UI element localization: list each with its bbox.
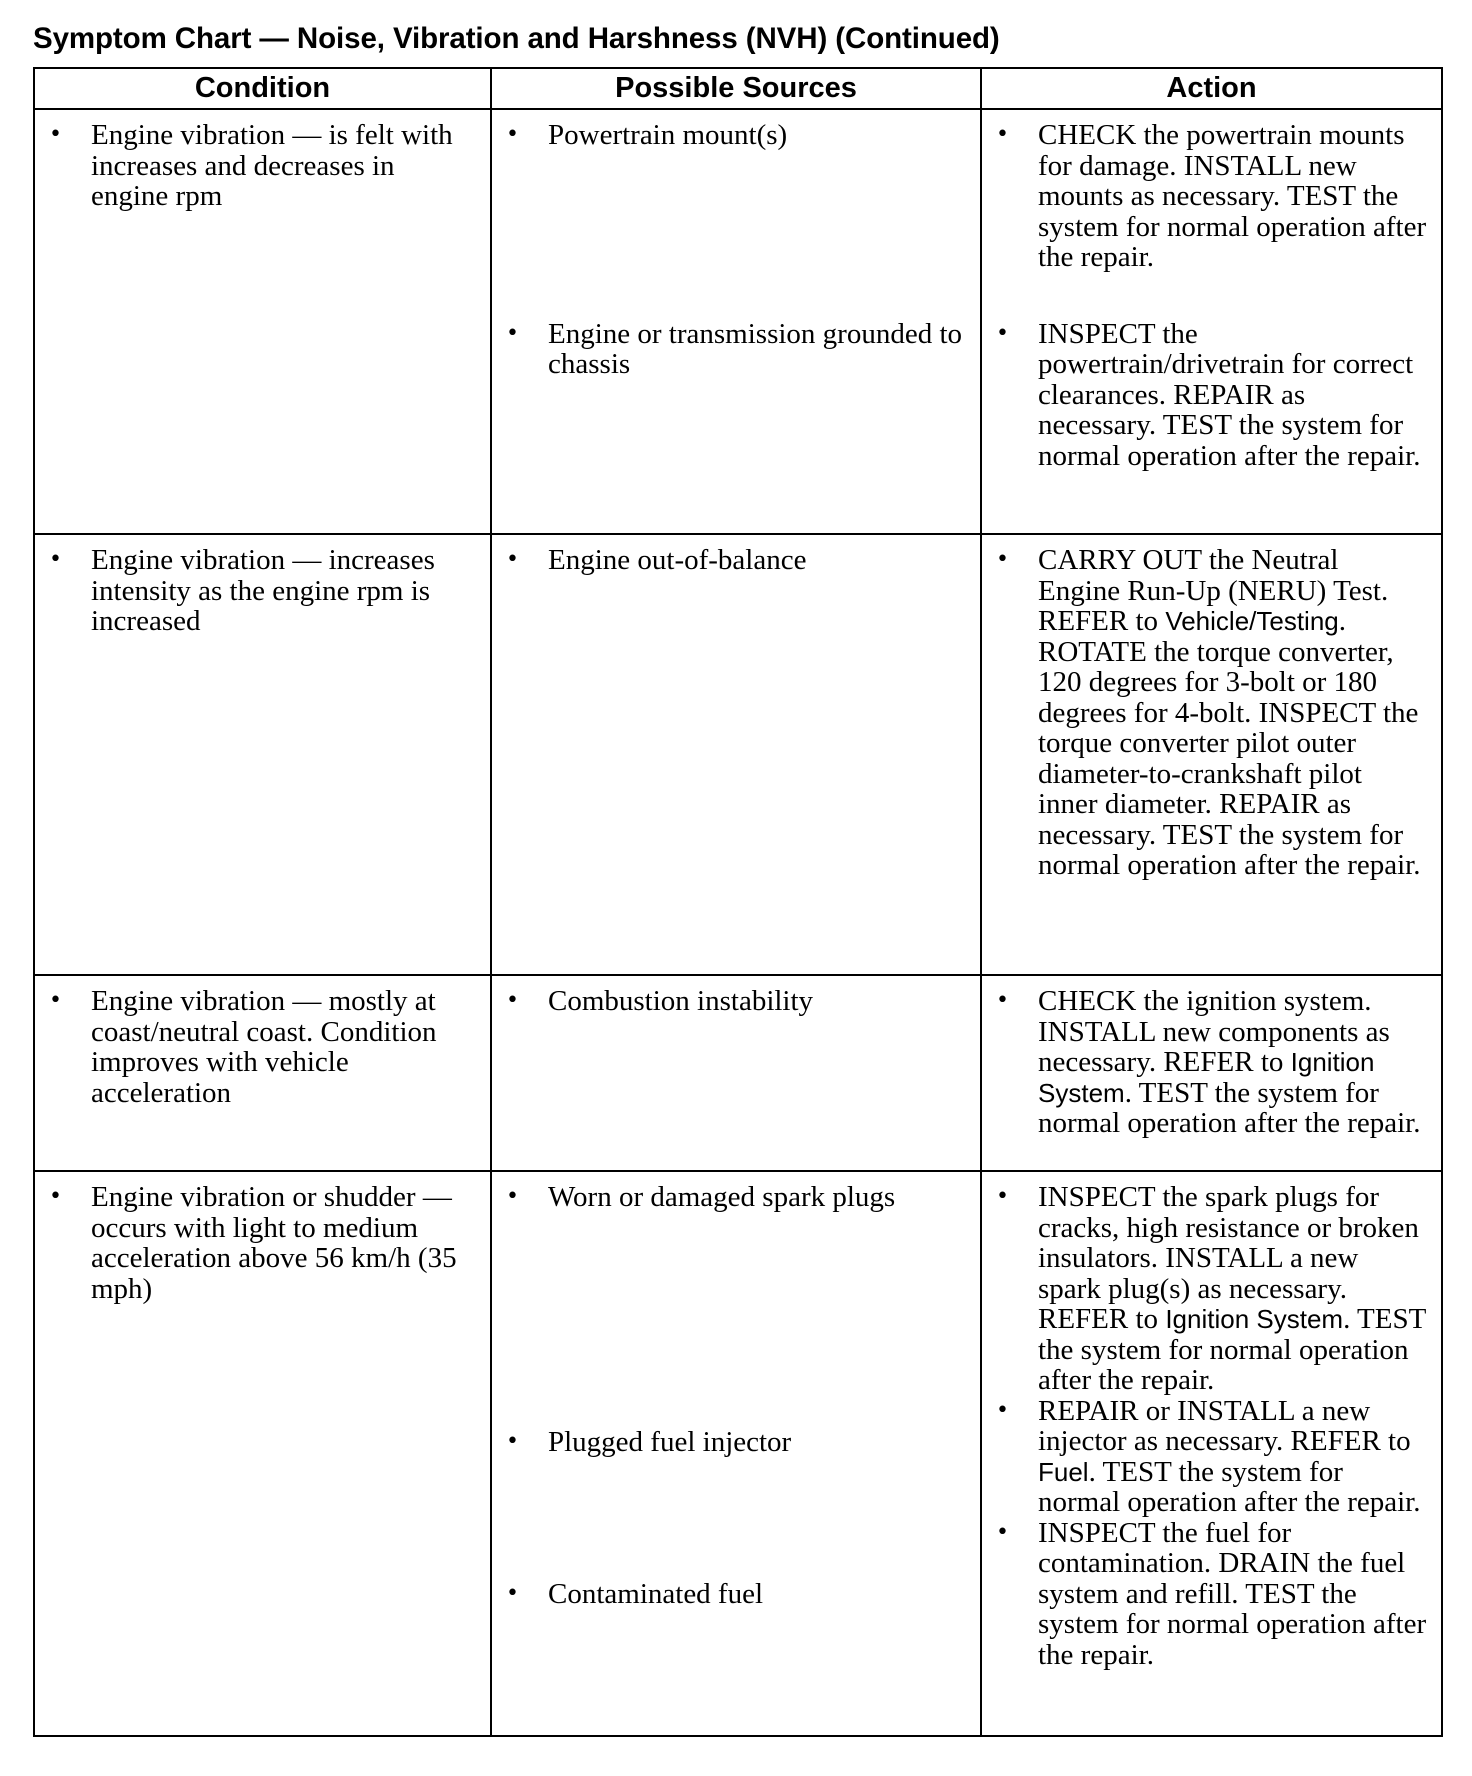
table-header-row bbox=[34, 68, 1442, 109]
source-item: • Combustion instability bbox=[506, 986, 966, 1017]
action-cell bbox=[981, 1171, 1442, 1736]
table-row bbox=[34, 1171, 1442, 1736]
page-title: Symptom Chart — Noise, Vibration and Harshness (NVH) (Continued) bbox=[33, 22, 1000, 55]
condition-text: • Engine vibration — mostly at coast/neutral coast. Condition improves with vehicle acceleration bbox=[49, 986, 476, 1108]
source-item: • Engine out-of-balance bbox=[506, 545, 966, 576]
source-item: • Worn or damaged spark plugs bbox=[506, 1182, 966, 1213]
action-text: CARRY OUT the Neutral Engine Run-Up (NERU) Test. REFER to bbox=[1038, 544, 1389, 637]
action-cell bbox=[981, 534, 1442, 975]
symptom-chart-table bbox=[33, 67, 1443, 1737]
action-item bbox=[996, 986, 1427, 1139]
condition-text: • Engine vibration or shudder — occurs with light to medium acceleration above 56 km/h (35 mph) bbox=[49, 1182, 476, 1304]
column-header-condition: Condition bbox=[34, 68, 491, 109]
source-item: • Powertrain mount(s) bbox=[506, 120, 966, 151]
column-header-possible-sources: Possible Sources bbox=[491, 68, 981, 109]
table-row bbox=[34, 534, 1442, 975]
sources-cell bbox=[491, 534, 981, 975]
action-cell bbox=[981, 109, 1442, 534]
condition-text: • Engine vibration — is felt with increases and decreases in engine rpm bbox=[49, 120, 476, 212]
action-item: • CHECK the powertrain mounts for damage. INSTALL new mounts as necessary. TEST the system for normal operation after the repair. bbox=[996, 120, 1427, 273]
column-header-action: Action bbox=[981, 68, 1442, 109]
action-item: • INSPECT the fuel for contamination. DRAIN the fuel system and refill. TEST the system for normal operation after the repair. bbox=[996, 1518, 1427, 1671]
manual-reference-link[interactable]: Fuel bbox=[1038, 1456, 1089, 1487]
action-item bbox=[996, 545, 1427, 881]
source-item: • Engine or transmission grounded to chassis bbox=[506, 319, 966, 380]
condition-cell bbox=[34, 109, 491, 534]
table-row bbox=[34, 109, 1442, 534]
manual-reference-link[interactable]: Vehicle/Testing bbox=[1165, 606, 1339, 636]
manual-reference-link[interactable]: Ignition System bbox=[1165, 1304, 1344, 1334]
action-item: • INSPECT the powertrain/drivetrain for correct clearances. REPAIR as necessary. TEST the system for normal operation after the repair. bbox=[996, 319, 1427, 472]
action-text: CHECK the ignition system. INSTALL new components as necessary. REFER to bbox=[1038, 985, 1390, 1078]
action-text: INSPECT the spark plugs for cracks, high resistance or broken insulators. INSTALL a new spark plug(s) as necessary. REFER to bbox=[1038, 1181, 1419, 1335]
sources-cell bbox=[491, 1171, 981, 1736]
action-text: REPAIR or INSTALL a new injector as necessary. REFER to bbox=[1038, 1394, 1411, 1457]
condition-text: • Engine vibration — increases intensity as the engine rpm is increased bbox=[49, 545, 476, 637]
action-text: . TEST the system for normal operation after the repair. bbox=[1038, 1303, 1426, 1396]
source-item: • Contaminated fuel bbox=[506, 1579, 966, 1610]
action-cell bbox=[981, 975, 1442, 1171]
sources-cell bbox=[491, 975, 981, 1171]
manual-reference-link[interactable]: Ignition System bbox=[1038, 1047, 1375, 1108]
action-text: . TEST the system for normal operation after the repair. bbox=[1038, 1076, 1421, 1139]
sources-cell bbox=[491, 109, 981, 534]
action-text: . TEST the system for normal operation after the repair. bbox=[1038, 1455, 1421, 1518]
action-item bbox=[996, 1396, 1427, 1518]
source-item: • Plugged fuel injector bbox=[506, 1427, 966, 1458]
table-row bbox=[34, 975, 1442, 1171]
condition-cell bbox=[34, 1171, 491, 1736]
action-item bbox=[996, 1182, 1427, 1396]
condition-cell bbox=[34, 975, 491, 1171]
action-text: . ROTATE the torque converter, 120 degrees for 3-bolt or 180 degrees for 4-bolt. INSPECT the torque converter pilot outer diameter-to-crankshaft pilot inner diameter. REPAIR as necessary. TEST the system for normal operation after the repair. bbox=[1038, 605, 1421, 881]
condition-cell bbox=[34, 534, 491, 975]
